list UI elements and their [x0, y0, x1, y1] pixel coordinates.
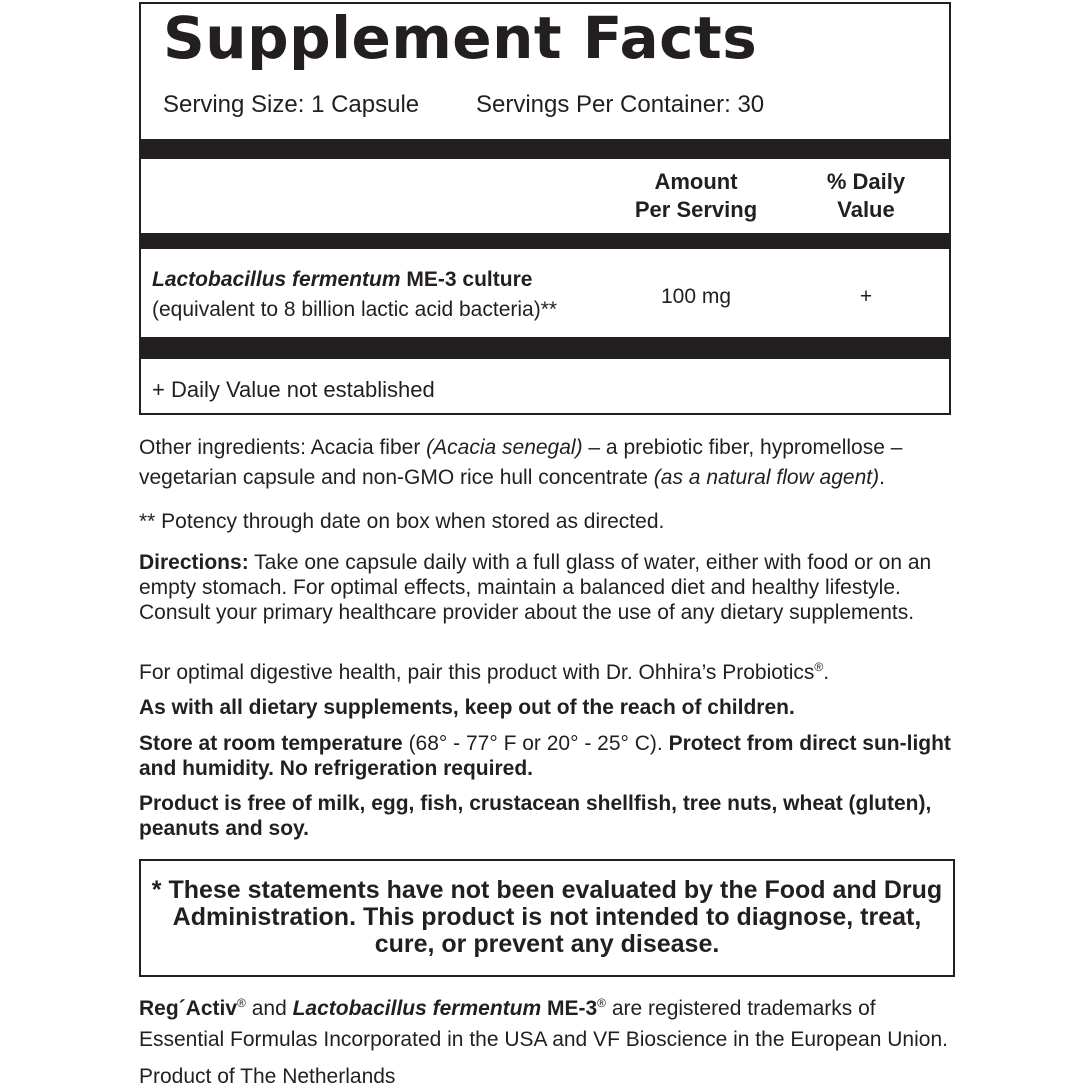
children-warning: As with all dietary supplements, keep out of the reach of children.: [139, 696, 795, 719]
header-dv-line2: Value: [837, 197, 895, 222]
regactiv-brand: Reg´Activ: [139, 997, 238, 1020]
column-header-amount: [621, 168, 771, 224]
fda-disclaimer-line2: Administration. This product is not intended to diagnose, treat,: [172, 903, 922, 931]
storage-label: Store at room temperature: [139, 732, 403, 755]
daily-value-footnote: + Daily Value not established: [152, 377, 435, 402]
trademark-text: are registered trademarks of Essential Formulas Incorporated in the USA and VF Bioscience in the European Union.: [139, 997, 948, 1051]
registered-mark: ®: [597, 996, 607, 1010]
header-amount-line2: Per Serving: [634, 197, 758, 222]
divider-bar: [141, 337, 949, 359]
ingredient-daily-value: +: [859, 285, 873, 308]
trademark-and: and: [245, 997, 293, 1020]
allergen-statement: Product is free of milk, egg, fish, crustacean shellfish, tree nuts, wheat (gluten), peanuts and soy.: [139, 792, 932, 840]
ingredient-equivalent: (equivalent to 8 billion lactic acid bacteria)**: [152, 298, 558, 321]
registered-mark: ®: [814, 660, 824, 674]
fda-disclaimer-line3: cure, or prevent any disease.: [374, 930, 720, 958]
facts-title: Supplement Facts: [163, 4, 758, 72]
ingredient-name: Lactobacillus fermentum: [152, 268, 401, 291]
servings-per-container: Servings Per Container: 30: [476, 91, 765, 118]
potency-note: ** Potency through date on box when stored as directed.: [139, 510, 665, 533]
registered-mark: ®: [237, 996, 246, 1010]
serving-size: Serving Size: 1 Capsule: [163, 91, 420, 118]
acacia-species: (Acacia senegal): [426, 436, 583, 459]
ingredient-amount: 100 mg: [660, 285, 732, 308]
fda-disclaimer-line1: * These statements have not been evaluated by the Food and Drug: [151, 876, 943, 904]
me3-brand: ME-3: [541, 997, 598, 1020]
other-ingredients-text-2: – a prebiotic fiber, hypromellose – vegetarian capsule and non-GMO rice hull concentrate: [139, 436, 903, 489]
other-ingredients: [139, 433, 955, 493]
lacto-brand: Lactobacillus fermentum: [292, 997, 542, 1020]
directions: [139, 550, 957, 625]
header-amount-line1: Amount: [654, 169, 738, 194]
directions-label: Directions:: [139, 551, 249, 574]
supplement-facts-panel: [139, 2, 951, 415]
storage-protect: Protect from direct sun-light and humidity. No refrigeration required.: [139, 732, 951, 780]
storage-temps: (68° - 77° F or 20° - 25° C).: [402, 732, 669, 755]
fda-disclaimer-box: [139, 859, 955, 977]
other-ingredients-text: Other ingredients: Acacia fiber: [139, 436, 427, 459]
column-header-daily-value: [801, 168, 931, 224]
ingredient-culture: ME-3 culture: [400, 268, 533, 291]
country-of-origin: Product of The Netherlands: [139, 1065, 396, 1088]
header-dv-line1: % Daily: [826, 169, 906, 194]
storage-instructions: [139, 731, 955, 781]
serving-info: [163, 88, 765, 122]
divider-bar: [141, 139, 949, 159]
pairing-text: For optimal digestive health, pair this product with Dr. Ohhira’s Probiotics: [139, 661, 815, 684]
other-ingredients-end: .: [879, 466, 885, 489]
flow-agent-note: (as a natural flow agent): [653, 466, 880, 489]
divider-bar: [141, 233, 949, 249]
pairing-end: .: [823, 661, 830, 684]
trademark-notice: [139, 993, 955, 1055]
directions-text: Take one capsule daily with a full glass of water, either with food or on an empty stomach. For optimal effects, maintain a balanced diet and healthy lifestyle. Consult your primary healthcare provider about the use of any dietary supplements.: [139, 551, 932, 624]
ingredient-row: [152, 265, 557, 325]
pairing-note: [139, 660, 959, 685]
